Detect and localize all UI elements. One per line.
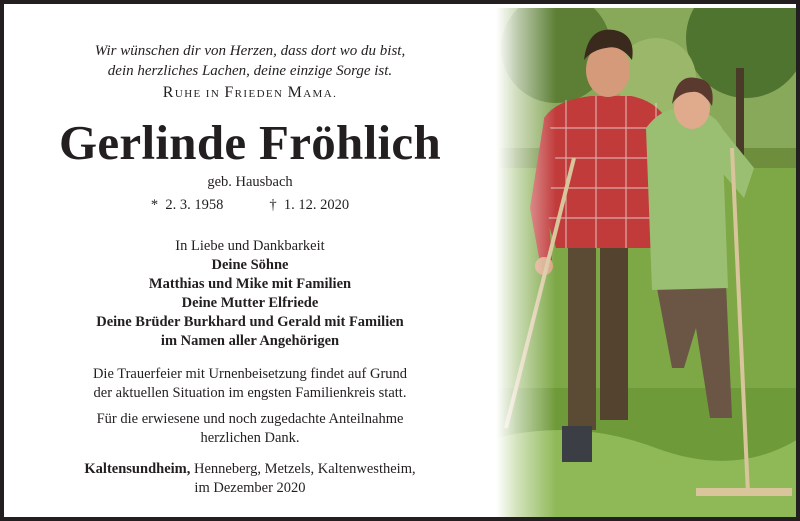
woman-top xyxy=(646,108,728,290)
mourner-line: Deine Söhne xyxy=(211,257,289,273)
photo-fade xyxy=(496,8,556,521)
death-date: † 1. 12. 2020 xyxy=(269,197,350,213)
farewell-initial-f: F xyxy=(224,84,235,101)
place-main: Kaltensundheim, xyxy=(84,461,191,477)
obituary-text-column xyxy=(8,8,492,521)
mourner-line: Deine Brüder Burkhard und Gerald mit Familien xyxy=(96,314,404,330)
deceased-name: Gerlinde Fröhlich xyxy=(58,115,442,170)
place-others: Henneberg, Metzels, Kaltenwestheim, xyxy=(190,461,416,477)
ceremony-notice-1: Die Trauerfeier mit Urnenbeisetzung findet auf Grund xyxy=(92,366,408,382)
man-leg-right xyxy=(600,240,628,420)
birth-name: geb. Hausbach xyxy=(207,174,293,190)
man-boot xyxy=(562,426,592,462)
life-dates xyxy=(8,197,492,214)
farewell-word-1: UHE IN xyxy=(174,88,225,100)
farewell-initial-m: M xyxy=(287,84,304,101)
man-leg-left xyxy=(568,240,596,430)
verse-line-1: Wir wünschen dir von Herzen, dass dort wo du bist, xyxy=(94,43,406,59)
mourners-intro: In Liebe und Dankbarkeit xyxy=(175,238,325,254)
farewell-line xyxy=(8,84,492,102)
birth-date: * 2. 3. 1958 xyxy=(150,197,224,213)
thanks-notice-1: Für die erwiesene und noch zugedachte Anteilnahme xyxy=(96,411,404,427)
farewell-word-3: AMA. xyxy=(303,88,338,100)
thanks-notice-2: herzlichen Dank. xyxy=(200,430,300,446)
place-date: im Dezember 2020 xyxy=(194,480,306,496)
couple-photo xyxy=(496,8,800,521)
mourner-line: Deine Mutter Elfriede xyxy=(181,295,319,311)
mourner-line: Matthias und Mike mit Familien xyxy=(148,276,352,292)
place-line xyxy=(8,460,492,479)
farewell-initial-r: R xyxy=(162,84,175,101)
ceremony-notice-2: der aktuellen Situation im engsten Familienkreis statt. xyxy=(93,385,407,401)
tree-trunk xyxy=(736,68,744,158)
farewell-word-2: RIEDEN xyxy=(234,88,288,100)
verse-line-2: dein herzliches Lachen, deine einzige Sorge ist. xyxy=(107,63,393,79)
mourner-line: im Namen aller Angehörigen xyxy=(160,333,340,349)
rake-head xyxy=(696,488,792,496)
